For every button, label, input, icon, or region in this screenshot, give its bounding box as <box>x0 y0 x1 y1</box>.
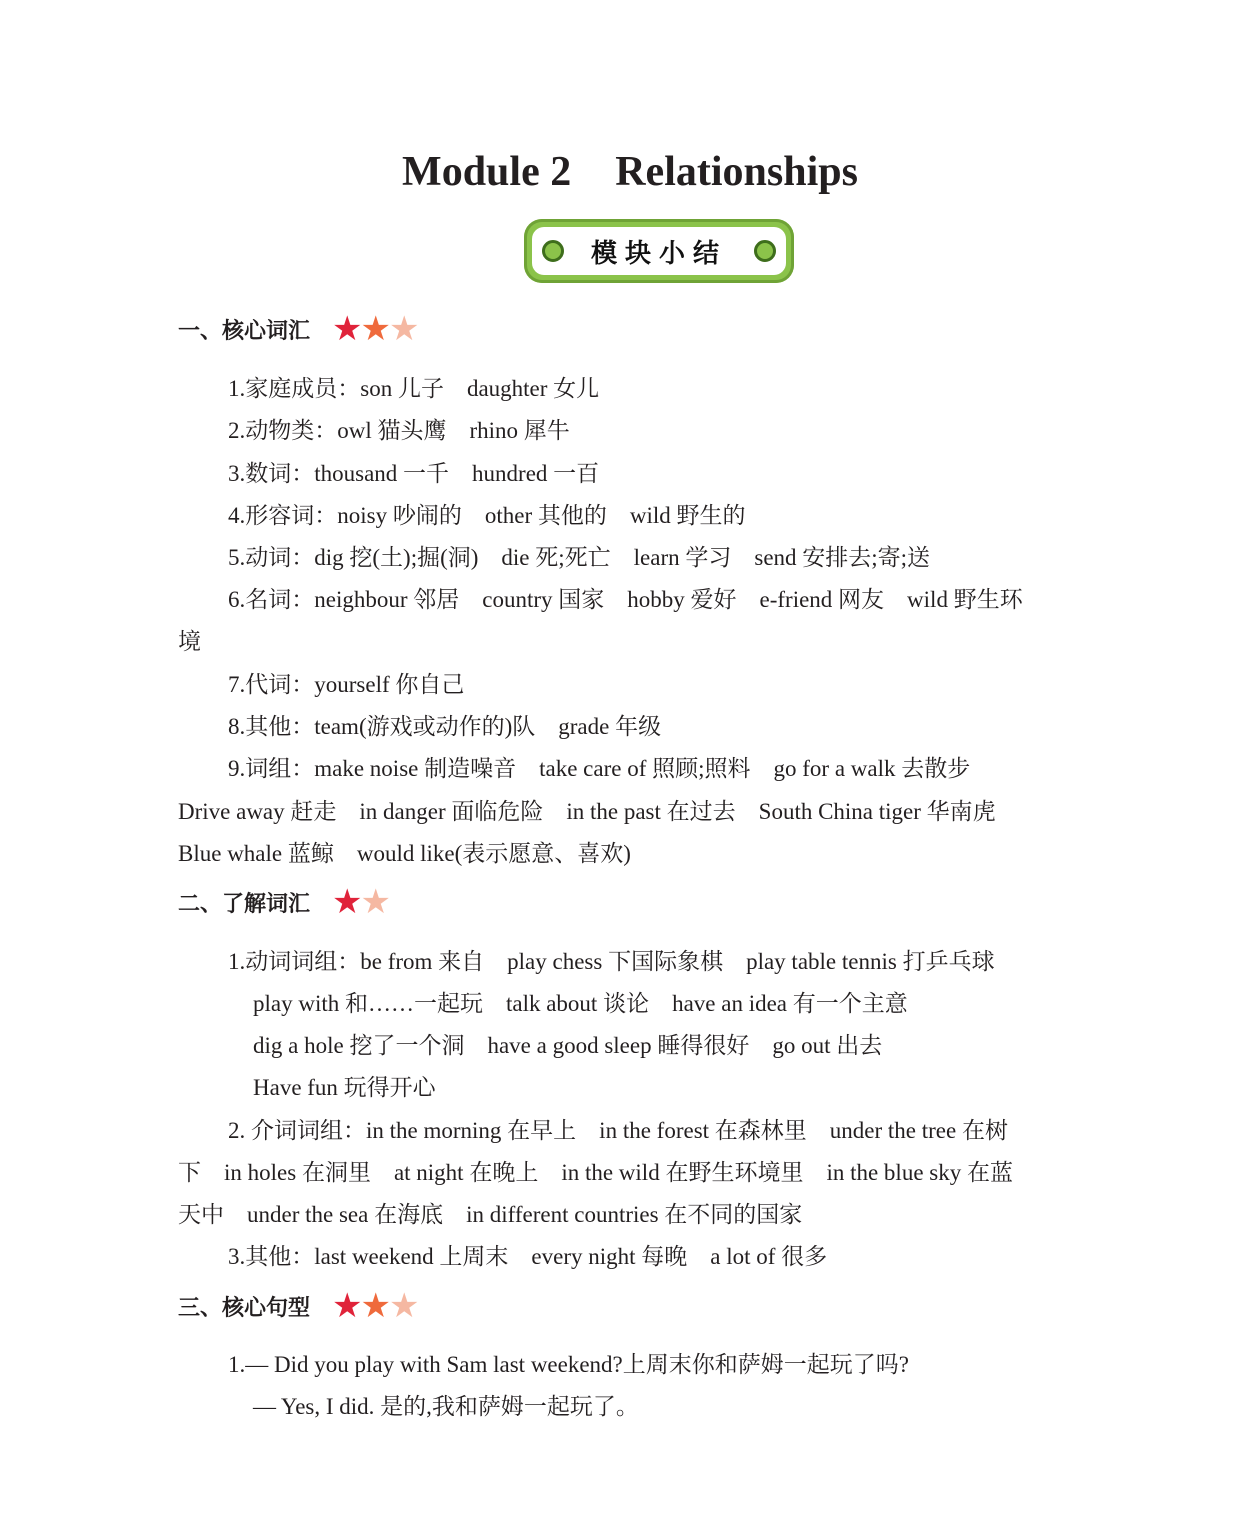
module-name: Relationships <box>615 149 858 195</box>
section-heading-core-vocabulary <box>178 309 420 349</box>
vocab-line: 3.其他：last weekend 上周末 every night 每晚 a lot of 很多 <box>228 1244 828 1269</box>
badge-dot-left-icon <box>542 240 564 262</box>
star-icon: ★ <box>388 309 420 349</box>
star-icon: ★ <box>360 309 391 349</box>
vocab-line: play with 和……一起玩 talk about 谈论 have an idea 有一个主意 <box>253 991 908 1016</box>
vocab-line: 9.词组：make noise 制造噪音 take care of 照顾;照料 go for a walk 去散步 <box>228 756 971 781</box>
vocab-line: 3.数词：thousand 一千 hundred 一百 <box>228 461 600 486</box>
vocab-line: dig a hole 挖了一个洞 have a good sleep 睡得很好 go out 出去 <box>253 1033 883 1058</box>
section-heading-text: 三、核心句型 <box>178 1295 311 1321</box>
vocab-line: 8.其他：team(游戏或动作的)队 grade 年级 <box>228 714 662 739</box>
vocab-line: Have fun 玩得开心 <box>253 1075 436 1100</box>
star-rating <box>332 882 391 922</box>
module-number: Module 2 <box>402 149 572 195</box>
section-heading-text: 二、了解词汇 <box>178 891 311 917</box>
star-icon: ★ <box>360 1286 391 1326</box>
vocab-line: 5.动词：dig 挖(土);掘(洞) die 死;死亡 learn 学习 send 安排去;寄;送 <box>228 545 931 570</box>
star-icon: ★ <box>388 1286 420 1326</box>
vocab-line: 1.动词词组：be from 来自 play chess 下国际象棋 play table tennis 打乒乓球 <box>228 949 995 974</box>
vocab-line: 2. 介词词组：in the morning 在早上 in the forest 在森林里 under the tree 在树 <box>228 1118 1008 1143</box>
vocab-line: 天中 under the sea 在海底 in different countries 在不同的国家 <box>178 1202 803 1227</box>
vocab-line: 下 in holes 在洞里 at night 在晚上 in the wild 在野生环境里 in the blue sky 在蓝 <box>178 1160 1013 1185</box>
section-heading-text: 一、核心词汇 <box>178 318 311 344</box>
vocab-line: 7.代词：yourself 你自己 <box>228 672 465 697</box>
vocab-line: 1.家庭成员：son 儿子 daughter 女儿 <box>228 376 600 401</box>
sentence-line: — Yes, I did. 是的,我和萨姆一起玩了。 <box>253 1394 639 1419</box>
vocab-line: 2.动物类：owl 猫头鹰 rhino 犀牛 <box>228 418 570 443</box>
star-rating <box>332 1286 420 1326</box>
star-icon: ★ <box>332 309 363 349</box>
vocab-line: Drive away 赶走 in danger 面临危险 in the past 在过去 South China tiger 华南虎 <box>178 799 996 824</box>
sentence-line: 1.— Did you play with Sam last weekend?上周末你和萨姆一起玩了吗? <box>228 1352 909 1377</box>
star-icon: ★ <box>332 1286 363 1326</box>
vocab-line: 4.形容词：noisy 吵闹的 other 其他的 wild 野生的 <box>228 503 746 528</box>
vocab-line: Blue whale 蓝鲸 would like(表示愿意、喜欢) <box>178 841 631 866</box>
star-icon: ★ <box>360 882 391 922</box>
page-title <box>0 148 1260 196</box>
vocab-line: 6.名词：neighbour 邻居 country 国家 hobby 爱好 e-friend 网友 wild 野生环 <box>228 587 1023 612</box>
section-heading-core-sentences <box>178 1286 420 1326</box>
star-icon: ★ <box>332 882 363 922</box>
module-summary-badge <box>524 219 794 283</box>
vocab-line: 境 <box>178 629 201 654</box>
section-heading-understand-vocabulary <box>178 882 391 922</box>
star-rating <box>332 309 420 349</box>
badge-label: 模块小结 <box>590 238 727 269</box>
badge-dot-right-icon <box>754 240 776 262</box>
